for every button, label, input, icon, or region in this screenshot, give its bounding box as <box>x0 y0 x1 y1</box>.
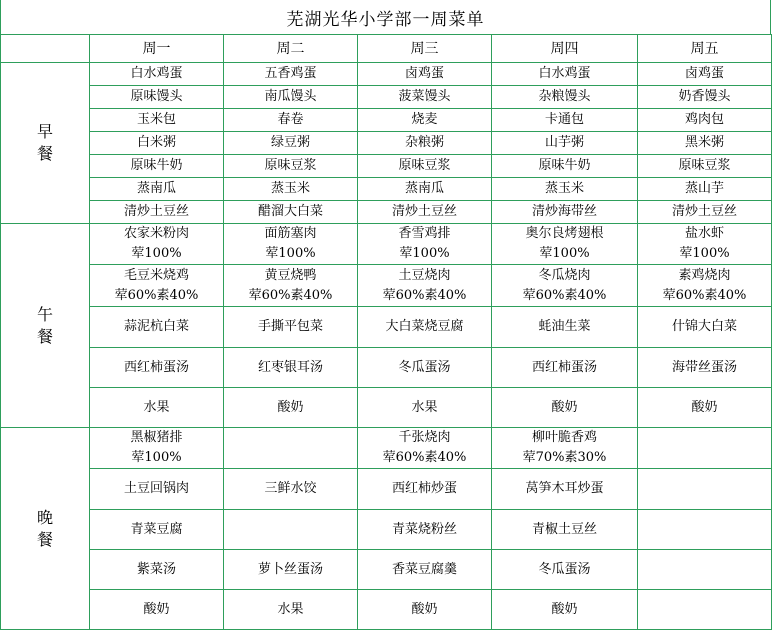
dinner-cell: 酸奶 <box>492 590 638 630</box>
breakfast-cell: 白水鸡蛋 <box>90 63 224 86</box>
dinner-label-bottom: 餐 <box>36 529 53 549</box>
breakfast-cell: 原味豆浆 <box>638 155 772 178</box>
lunch-cell: 蒜泥杭白菜 <box>90 307 224 348</box>
lunch-row <box>1 307 772 348</box>
breakfast-cell: 蒸山芋 <box>638 178 772 201</box>
breakfast-row <box>1 132 772 155</box>
lunch-cell <box>638 224 772 265</box>
breakfast-cell: 五香鸡蛋 <box>224 63 358 86</box>
dinner-cell: 酸奶 <box>358 590 492 630</box>
dish-name: 香雪鸡排 <box>398 226 451 241</box>
dish-ratio: 荤100% <box>399 246 450 261</box>
breakfast-label <box>1 63 90 224</box>
lunch-cell <box>90 265 224 307</box>
breakfast-label-bottom: 餐 <box>36 144 53 163</box>
breakfast-cell: 原味牛奶 <box>492 155 638 178</box>
dish-name: 盐水虾 <box>684 226 724 241</box>
breakfast-row <box>1 86 772 109</box>
breakfast-cell: 清炒土豆丝 <box>638 201 772 224</box>
page-title: 芜湖光华小学部一周菜单 <box>0 0 771 34</box>
breakfast-row <box>1 178 772 201</box>
breakfast-cell: 白米粥 <box>90 132 224 155</box>
lunch-cell: 西红柿蛋汤 <box>492 348 638 388</box>
breakfast-cell: 卤鸡蛋 <box>358 63 492 86</box>
breakfast-row <box>1 109 772 132</box>
dinner-cell: 香菜豆腐羹 <box>358 550 492 590</box>
lunch-row <box>1 388 772 428</box>
breakfast-cell: 绿豆粥 <box>224 132 358 155</box>
lunch-cell <box>224 265 358 307</box>
lunch-cell <box>224 224 358 265</box>
day-header-thu: 周四 <box>492 35 638 63</box>
breakfast-cell: 蒸南瓜 <box>358 178 492 201</box>
breakfast-cell: 清炒土豆丝 <box>358 201 492 224</box>
dinner-cell <box>638 469 772 510</box>
lunch-cell <box>358 265 492 307</box>
day-header-wed: 周三 <box>358 35 492 63</box>
dish-ratio: 荤60%素40% <box>382 287 467 303</box>
breakfast-cell: 玉米包 <box>90 109 224 132</box>
breakfast-cell: 醋溜大白菜 <box>224 201 358 224</box>
breakfast-cell: 白水鸡蛋 <box>492 63 638 86</box>
breakfast-cell: 杂粮馒头 <box>492 86 638 109</box>
dinner-label-top: 晚 <box>36 507 53 527</box>
dinner-cell <box>90 428 224 469</box>
lunch-cell: 西红柿蛋汤 <box>90 348 224 388</box>
breakfast-label-top: 早 <box>36 122 53 141</box>
breakfast-row <box>1 63 772 86</box>
dish-ratio: 荤100% <box>539 246 590 261</box>
dish-name: 冬瓜烧肉 <box>538 267 591 283</box>
dish-ratio: 荤60%素40% <box>248 287 333 303</box>
dinner-cell: 西红柿炒蛋 <box>358 469 492 510</box>
dish-name: 农家米粉肉 <box>123 226 189 241</box>
day-header-fri: 周五 <box>638 35 772 63</box>
dish-name: 素鸡烧肉 <box>678 267 731 283</box>
dinner-row <box>1 550 772 590</box>
breakfast-row <box>1 201 772 224</box>
breakfast-cell: 鸡肉包 <box>638 109 772 132</box>
lunch-cell: 水果 <box>358 388 492 428</box>
dish-name: 毛豆米烧鸡 <box>123 267 189 283</box>
breakfast-cell: 杂粮粥 <box>358 132 492 155</box>
lunch-cell <box>492 265 638 307</box>
breakfast-cell: 卡通包 <box>492 109 638 132</box>
breakfast-cell: 清炒土豆丝 <box>90 201 224 224</box>
lunch-cell: 海带丝蛋汤 <box>638 348 772 388</box>
dish-ratio: 荤100% <box>131 246 182 261</box>
dinner-cell <box>224 428 358 469</box>
lunch-row <box>1 265 772 307</box>
breakfast-cell: 原味牛奶 <box>90 155 224 178</box>
dish-ratio: 荤100% <box>131 450 182 465</box>
breakfast-cell: 原味馒头 <box>90 86 224 109</box>
dinner-label <box>1 428 90 630</box>
breakfast-cell: 菠菜馒头 <box>358 86 492 109</box>
lunch-cell: 冬瓜蛋汤 <box>358 348 492 388</box>
dish-name: 千张烧肉 <box>398 430 451 445</box>
breakfast-cell: 黑米粥 <box>638 132 772 155</box>
dinner-cell: 青菜烧粉丝 <box>358 510 492 550</box>
lunch-cell: 酸奶 <box>492 388 638 428</box>
day-header-mon: 周一 <box>90 35 224 63</box>
day-header-tue: 周二 <box>224 35 358 63</box>
dinner-cell <box>638 550 772 590</box>
dinner-cell <box>358 428 492 469</box>
lunch-row <box>1 224 772 265</box>
dish-ratio: 荤60%素40% <box>382 450 467 465</box>
breakfast-cell: 卤鸡蛋 <box>638 63 772 86</box>
lunch-cell: 大白菜烧豆腐 <box>358 307 492 348</box>
lunch-cell: 蚝油生菜 <box>492 307 638 348</box>
dinner-cell: 青椒土豆丝 <box>492 510 638 550</box>
dinner-cell: 土豆回锅肉 <box>90 469 224 510</box>
lunch-label-bottom: 餐 <box>36 326 53 346</box>
dish-ratio: 荤60%素40% <box>522 287 607 303</box>
breakfast-cell: 山芋粥 <box>492 132 638 155</box>
lunch-cell: 手撕平包菜 <box>224 307 358 348</box>
dish-ratio: 荤70%素30% <box>522 450 607 465</box>
dinner-cell <box>224 510 358 550</box>
dish-name: 黄豆烧鸭 <box>264 267 317 283</box>
lunch-cell: 红枣银耳汤 <box>224 348 358 388</box>
breakfast-cell: 蒸玉米 <box>492 178 638 201</box>
dish-ratio: 荤60%素40% <box>114 287 199 303</box>
lunch-cell: 什锦大白菜 <box>638 307 772 348</box>
dish-name: 土豆烧肉 <box>398 267 451 283</box>
dinner-row <box>1 428 772 469</box>
lunch-cell <box>638 265 772 307</box>
dish-ratio: 荤100% <box>679 246 730 261</box>
breakfast-cell: 奶香馒头 <box>638 86 772 109</box>
dinner-cell <box>638 510 772 550</box>
lunch-cell <box>358 224 492 265</box>
lunch-row <box>1 348 772 388</box>
weekly-menu-table <box>0 34 772 630</box>
dinner-row <box>1 510 772 550</box>
lunch-cell <box>90 224 224 265</box>
breakfast-cell: 原味豆浆 <box>358 155 492 178</box>
dinner-cell: 青菜豆腐 <box>90 510 224 550</box>
lunch-label <box>1 224 90 428</box>
breakfast-cell: 蒸玉米 <box>224 178 358 201</box>
breakfast-cell: 清炒海带丝 <box>492 201 638 224</box>
dish-name: 柳叶脆香鸡 <box>531 430 597 445</box>
lunch-cell: 酸奶 <box>638 388 772 428</box>
dish-name: 黑椒猪排 <box>130 430 183 445</box>
dinner-cell: 莴笋木耳炒蛋 <box>492 469 638 510</box>
header-row <box>1 35 772 63</box>
breakfast-cell: 蒸南瓜 <box>90 178 224 201</box>
lunch-cell <box>492 224 638 265</box>
dinner-cell: 紫菜汤 <box>90 550 224 590</box>
dinner-cell: 水果 <box>224 590 358 630</box>
dish-ratio: 荤60%素40% <box>662 287 747 303</box>
lunch-cell: 酸奶 <box>224 388 358 428</box>
dish-name: 奥尔良烤翅根 <box>525 226 604 241</box>
dish-name: 面筋塞肉 <box>264 226 317 241</box>
breakfast-cell: 原味豆浆 <box>224 155 358 178</box>
dinner-cell <box>492 428 638 469</box>
dish-ratio: 荤100% <box>265 246 316 261</box>
lunch-cell: 水果 <box>90 388 224 428</box>
corner-cell <box>1 35 90 63</box>
dinner-cell <box>638 428 772 469</box>
breakfast-cell: 烧麦 <box>358 109 492 132</box>
breakfast-row <box>1 155 772 178</box>
dinner-cell: 萝卜丝蛋汤 <box>224 550 358 590</box>
lunch-label-top: 午 <box>36 304 53 324</box>
dinner-row <box>1 469 772 510</box>
dinner-cell: 三鲜水饺 <box>224 469 358 510</box>
breakfast-cell: 春卷 <box>224 109 358 132</box>
dinner-cell: 冬瓜蛋汤 <box>492 550 638 590</box>
dinner-cell: 酸奶 <box>90 590 224 630</box>
breakfast-cell: 南瓜馒头 <box>224 86 358 109</box>
